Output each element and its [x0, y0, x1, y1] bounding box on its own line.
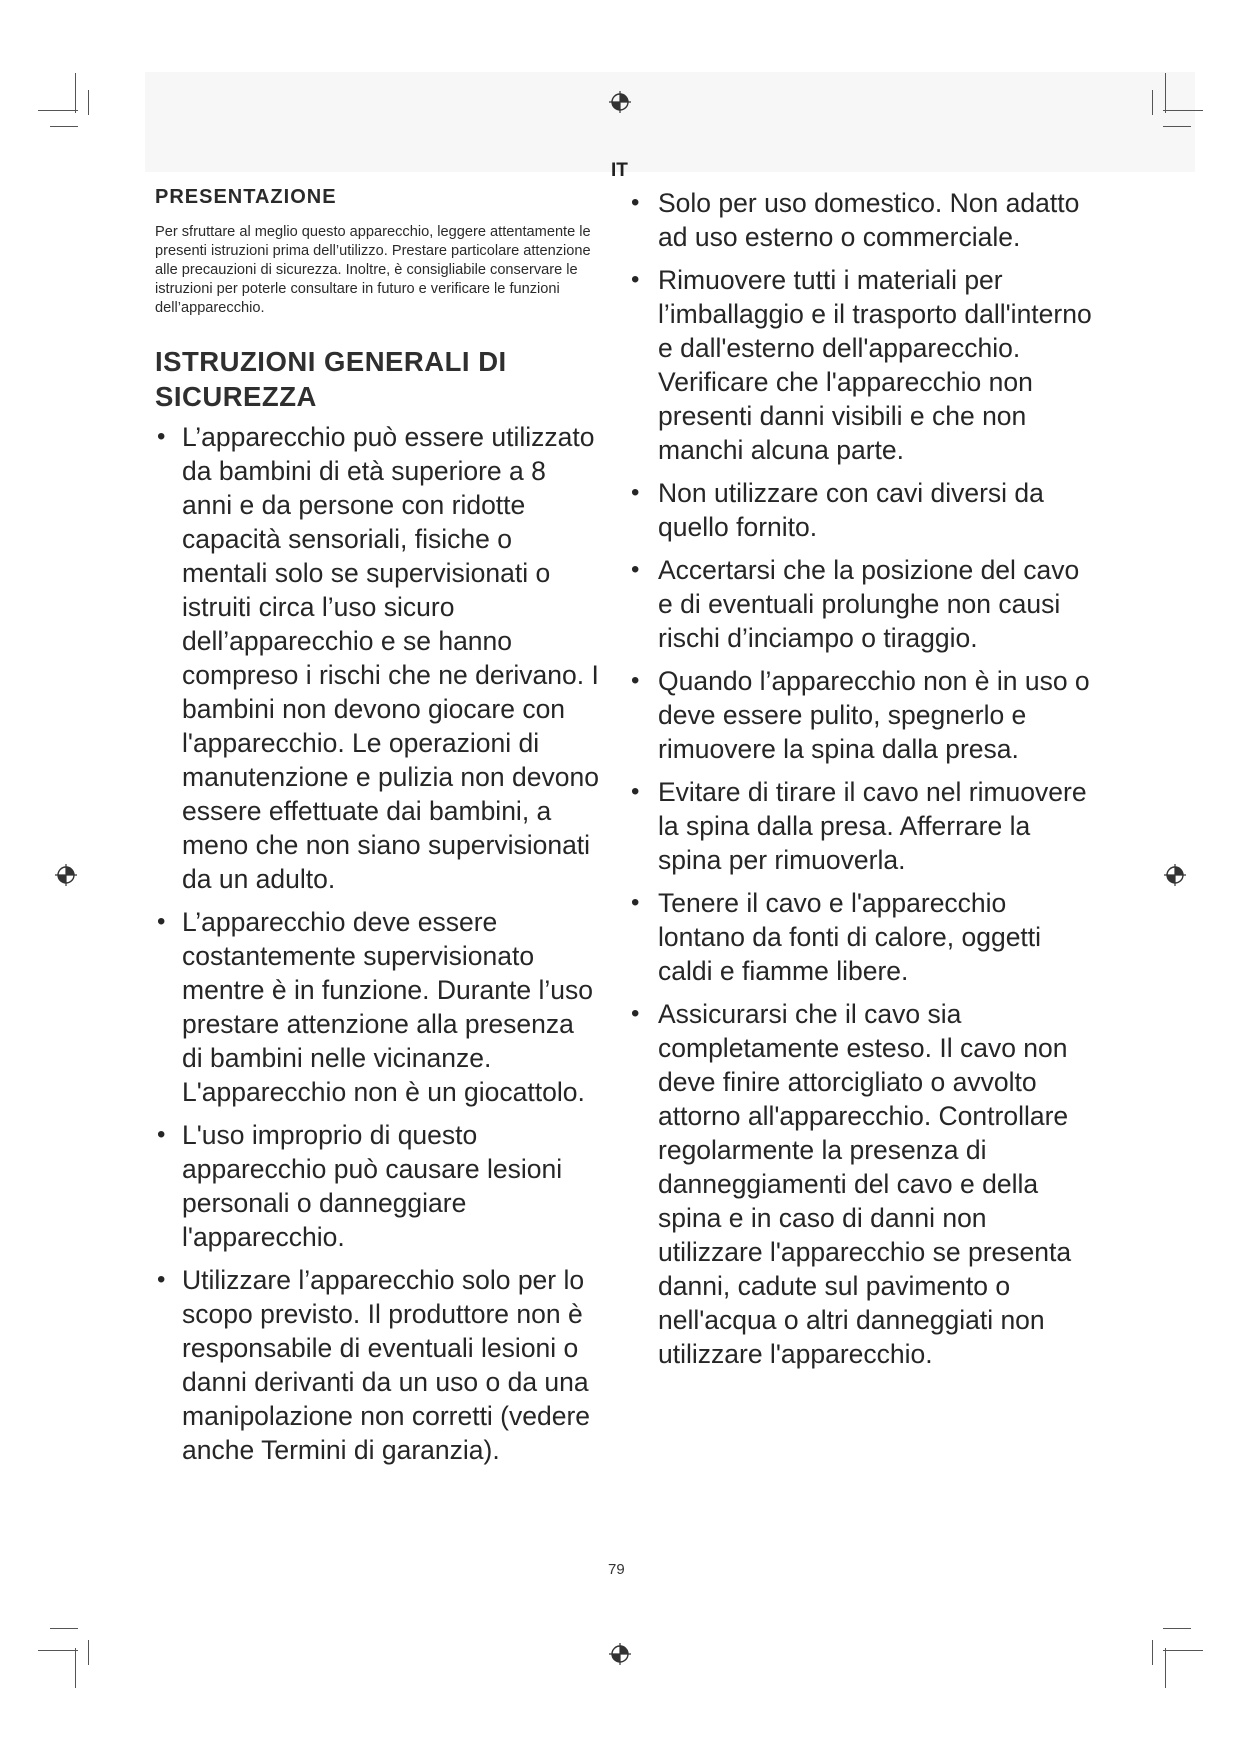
page-number: 79: [608, 1561, 625, 1578]
list-item: • L’apparecchio deve essere costantemente supervisionato mentre è in funzione. Durante l’uso prestare attenzione alla presenza di bambini nelle vicinanze. L'apparecchio non è un giocattolo.: [155, 905, 600, 1109]
list-item: • Accertarsi che la posizione del cavo e di eventuali prolunghe non causi rischi d’inciampo o tiraggio.: [628, 553, 1098, 655]
registration-mark-icon: [609, 1643, 631, 1665]
list-item: • L’apparecchio può essere utilizzato da bambini di età superiore a 8 anni e da persone con ridotte capacità sensoriali, fisiche o mentali solo se supervisionati o istruiti circa l’uso sicuro dell’apparecchio e se hanno compreso i rischi che ne derivano. I bambini non devono giocare con l'apparecchio. Le operazioni di manutenzione e pulizia non devono essere effettuate dai bambini, a meno che non siano supervisionati da un adulto.: [155, 420, 600, 896]
intro-text: Per sfruttare al meglio questo apparecchio, leggere attentamente le presenti istruzioni prima dell’utilizzo. Prestare particolare attenzione alle precauzioni di sicurezza. Inoltre, è consigliabile conservare le istruzioni per poterle consultare in futuro e verificare le funzioni dell’apparecchio.: [155, 224, 591, 316]
safety-list-left: [155, 420, 600, 1467]
list-item: • Solo per uso domestico. Non adatto ad uso esterno o commerciale.: [628, 186, 1098, 254]
left-column: [155, 186, 600, 1476]
list-item: • Evitare di tirare il cavo nel rimuovere la spina dalla presa. Afferrare la spina per rimuoverla.: [628, 775, 1098, 877]
intro-title: PRESENTAZIONE: [155, 186, 337, 208]
list-item: • Rimuovere tutti i materiali per l’imballaggio e il trasporto dall'interno e dall'esterno dell'apparecchio. Verificare che l'apparecchio non presenti danni visibili e che non manchi alcuna parte.: [628, 263, 1098, 467]
safety-list-right: [628, 186, 1098, 1371]
list-item: • Non utilizzare con cavi diversi da quello fornito.: [628, 476, 1098, 544]
list-item: • L'uso improprio di questo apparecchio può causare lesioni personali o danneggiare l'apparecchio.: [155, 1118, 600, 1254]
list-item: • Assicurarsi che il cavo sia completamente esteso. Il cavo non deve finire attorcigliato o avvolto attorno all'apparecchio. Controllare regolarmente la presenza di danneggiamenti del cavo e della spina e in caso di danni non utilizzare l'apparecchio se presenta danni, cadute sul pavimento o nell'acqua o altri danneggiati non utilizzare l'apparecchio.: [628, 997, 1098, 1371]
list-item: • Utilizzare l’apparecchio solo per lo scopo previsto. Il produttore non è responsabile di eventuali lesioni o danni derivanti da un uso o da una manipolazione non corretti (vedere anche Termini di garanzia).: [155, 1263, 600, 1467]
safety-title: [155, 344, 600, 414]
safety-title-line1: ISTRUZIONI GENERALI DI: [155, 346, 507, 377]
registration-mark-icon: [1164, 864, 1186, 886]
registration-mark-icon: [55, 864, 77, 886]
registration-mark-icon: [609, 91, 631, 113]
list-item: • Quando l’apparecchio non è in uso o deve essere pulito, spegnerlo e rimuovere la spina dalla presa.: [628, 664, 1098, 766]
safety-title-line2: SICUREZZA: [155, 381, 317, 412]
list-item: • Tenere il cavo e l'apparecchio lontano da fonti di calore, oggetti caldi e fiamme libere.: [628, 886, 1098, 988]
header-band: [145, 72, 1195, 172]
language-code: IT: [611, 160, 628, 181]
right-column: [628, 186, 1098, 1380]
